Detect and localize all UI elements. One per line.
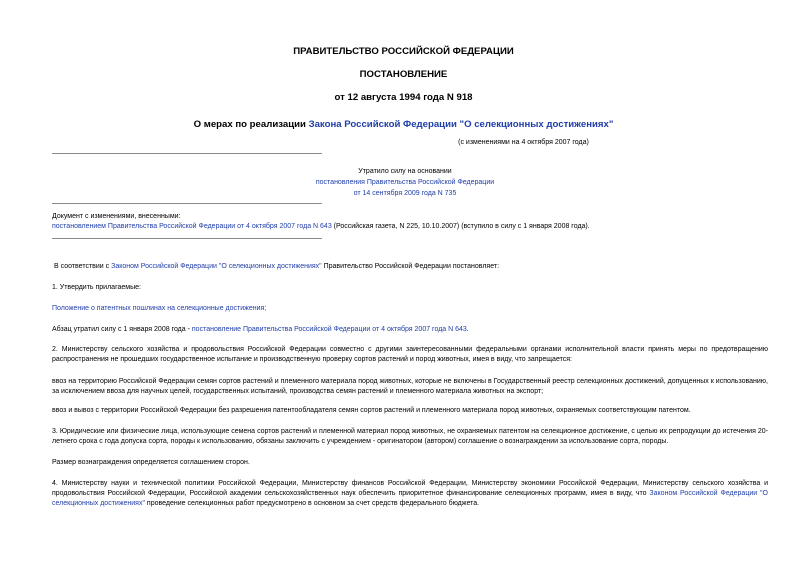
amendment-source: (Российская газета, N 225, 10.10.2007) (вступило в силу с 1 января 2008 года). xyxy=(331,223,590,230)
paragraph: В соответствии с Законом Российской Федерации "О селекционных достижениях" Правительство Российской Федерации постановляет: xyxy=(54,263,500,270)
paragraph: Размер вознаграждения определяется соглашением сторон. xyxy=(52,459,250,466)
government-heading: ПРАВИТЕЛЬСТВО РОССИЙСКОЙ ФЕДЕРАЦИИ xyxy=(293,46,514,57)
doc-type-heading: ПОСТАНОВЛЕНИЕ xyxy=(359,69,448,80)
paragraph xyxy=(52,304,768,314)
amend-note: (с изменениями на 4 октября 2007 года) xyxy=(458,139,589,146)
fees-regulation-link[interactable]: Положение о патентных пошлинах на селекционные достижения; xyxy=(52,305,267,312)
paragraph: 2. Министерству сельского хозяйства и продовольствия Российской Федерации совместно с другими заинтересованными федеральными органами исполнительной власти принять меры по предотвращению распространения не прошедших государственное испытание и производственную проверку сортов растений и пород животных, имея в виду, что запрещается: xyxy=(52,346,768,363)
amendments-block xyxy=(52,212,767,232)
paragraph: 4. Министерству науки и технической политики Российской Федерации, Министерству финансов Российской Федерации, Министерству экономики Российской Федерации, Министерству сельского хозяйства и продовольствия Российской Федерации, Российской академии сельскохозяйственных наук обеспечить приоритетное финансирование селекционных программ, имея в виду, что Законом Российской Федерации "О селекционных достижениях" проведение селекционных работ предусмотрено в основном за счет средств федерального бюджета. xyxy=(52,480,768,507)
divider xyxy=(52,153,322,154)
paragraph: ввоз и вывоз с территории Российской Федерации без разрешения патентообладателя семян сортов растений и племенного материала пород животных, охраняемых соответствующим патентом. xyxy=(52,407,691,414)
repeal-link-decree[interactable]: постановления Правительства Российской Федерации xyxy=(315,179,495,186)
doc-date-heading: от 12 августа 1994 года N 918 xyxy=(334,92,473,103)
amendment-link[interactable]: постановлением Правительства Российской Федерации от 4 октября 2007 года N 643 xyxy=(52,223,332,230)
law-link-title[interactable]: Закона Российской Федерации "О селекционных достижениях" xyxy=(308,119,614,130)
law-link[interactable]: Законом Российской Федерации "О селекционных достижениях" xyxy=(52,490,768,507)
divider xyxy=(52,238,322,239)
amendments-intro: Документ с изменениями, внесенными: xyxy=(52,213,181,220)
paragraph: 1. Утвердить прилагаемые: xyxy=(52,284,141,291)
paragraph: ввоз на территорию Российской Федерации семян сортов растений и племенного материала пород животных, которые не включены в Государственный реестр селекционных достижений, допущенных к использованию, за исключением ввоза для научных целей, государственных испытаний, производства семян растений и племенного материала животных на экспорт; xyxy=(52,378,768,395)
decree-link[interactable]: постановление Правительства Российской Федерации от 4 октября 2007 года N 643 xyxy=(191,326,467,333)
repeal-link-date[interactable]: от 14 сентября 2009 года N 735 xyxy=(353,190,457,197)
paragraph: 3. Юридические или физические лица, использующие семена сортов растений и племенной материал пород животных, не охраняемых патентом на селекционное достижение, с целью их репродукции до истечения 20-летнего срока с года допуска сорта, породы к использованию, обязаны заключить с учреждением - оригинатором (автором) соглашение о вознаграждении за использование сорта, породы. xyxy=(52,428,768,445)
law-link[interactable]: Законом Российской Федерации "О селекционных достижениях" xyxy=(111,263,322,270)
paragraph: Абзац утратил силу с 1 января 2008 года - постановление Правительства Российской Федерации от 4 октября 2007 года N 643. xyxy=(52,326,469,333)
doc-title xyxy=(0,119,807,130)
divider xyxy=(52,203,322,204)
doc-title-prefix: О мерах по реализации xyxy=(193,119,309,130)
repeal-text: Утратило силу на основании xyxy=(358,168,452,175)
repeal-block xyxy=(260,166,550,199)
